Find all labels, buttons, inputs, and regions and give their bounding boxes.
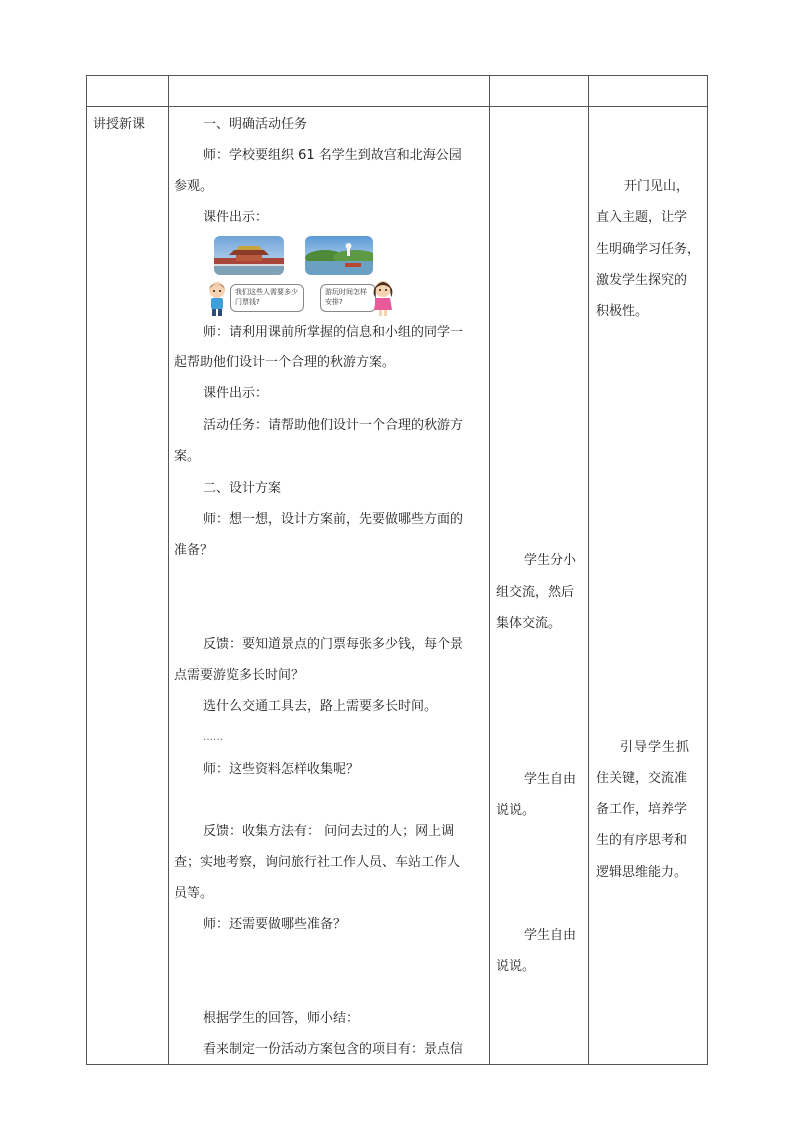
section-heading-2: 二、设计方案 xyxy=(203,481,282,496)
content-line: 根据学生的回答，师小结： xyxy=(203,1011,360,1026)
table-col-divider-1 xyxy=(168,75,169,1065)
design-intent-line: 备工作，培养学 xyxy=(596,802,688,817)
speech-bubble-left: 我们这些人需要多少 门票钱? xyxy=(230,284,304,312)
content-line: 案。 xyxy=(174,449,201,464)
table-border-right xyxy=(707,75,708,1065)
student-activity-line: 组交流，然后 xyxy=(496,585,575,600)
table-col-divider-3 xyxy=(588,75,589,1065)
table-border-top xyxy=(86,75,708,76)
design-intent-line: 激发学生探究的 xyxy=(596,273,688,288)
design-intent-line: 直入主题，让学 xyxy=(596,210,688,225)
row-label: 讲授新课 xyxy=(93,117,146,132)
table-border-left xyxy=(86,75,87,1065)
content-line: 师：这些资料怎样收集呢？ xyxy=(203,762,360,777)
student-activity-line: 说说。 xyxy=(496,959,536,974)
content-line: 师：学校要组织 61 名学生到故宫和北海公园 xyxy=(203,148,462,163)
table-header-bottom xyxy=(86,106,708,107)
design-intent-line: 积极性。 xyxy=(596,304,649,319)
student-activity-line: 学生分小 xyxy=(524,553,577,568)
table-col-divider-2 xyxy=(489,75,490,1065)
beihai-park-image xyxy=(305,236,373,275)
content-line: 课件出示： xyxy=(203,386,269,401)
content-line: 活动任务：请帮助他们设计一个合理的秋游方 xyxy=(203,418,464,433)
section-heading-1: 一、明确活动任务 xyxy=(203,117,308,132)
table-border-bottom xyxy=(86,1064,708,1065)
content-line: 师：请利用课前所掌握的信息和小组的同学一 xyxy=(203,325,464,340)
content-line: 准备？ xyxy=(174,543,214,558)
content-line: 课件出示： xyxy=(203,210,269,225)
design-intent-line: 开门见山， xyxy=(624,179,690,194)
speech-bubble-right: 游玩时间怎样 安排? xyxy=(320,284,376,312)
design-intent-line: 生的有序思考和 xyxy=(596,833,688,848)
content-line: 参观。 xyxy=(174,179,214,194)
content-line: 反馈：要知道景点的门票每张多少钱，每个景 xyxy=(203,637,464,652)
content-line: 点需要游览多长时间？ xyxy=(174,668,305,683)
content-line: 师：想一想，设计方案前，先要做哪些方面的 xyxy=(203,512,464,527)
girl-character-icon xyxy=(371,279,395,317)
student-activity-line: 学生自由 xyxy=(524,772,577,787)
design-intent-line: 住关键，交流准 xyxy=(596,771,688,786)
content-line: 师：还需要做哪些准备？ xyxy=(203,917,347,932)
content-line: 查；实地考察，询问旅行社工作人员、车站工作人 xyxy=(174,855,461,870)
content-line: …… xyxy=(203,732,223,743)
content-line: 选什么交通工具去，路上需要多长时间。 xyxy=(203,699,438,714)
content-line: 员等。 xyxy=(174,886,214,901)
boy-character-icon xyxy=(205,281,229,317)
design-intent-line: 生明确学习任务， xyxy=(596,242,701,257)
design-intent-line: 逻辑思维能力。 xyxy=(596,865,688,880)
student-activity-line: 集体交流。 xyxy=(496,616,562,631)
content-line: 看来制定一份活动方案包含的项目有：景点信 xyxy=(203,1042,464,1057)
student-activity-line: 学生自由 xyxy=(524,928,577,943)
forbidden-city-image xyxy=(214,236,284,275)
content-line: 起帮助他们设计一个合理的秋游方案。 xyxy=(174,355,396,370)
design-intent-line: 引导学生抓 xyxy=(620,740,691,755)
content-line: 反馈：收集方法有： 问问去过的人；网上调 xyxy=(203,824,455,839)
student-activity-line: 说说。 xyxy=(496,803,536,818)
